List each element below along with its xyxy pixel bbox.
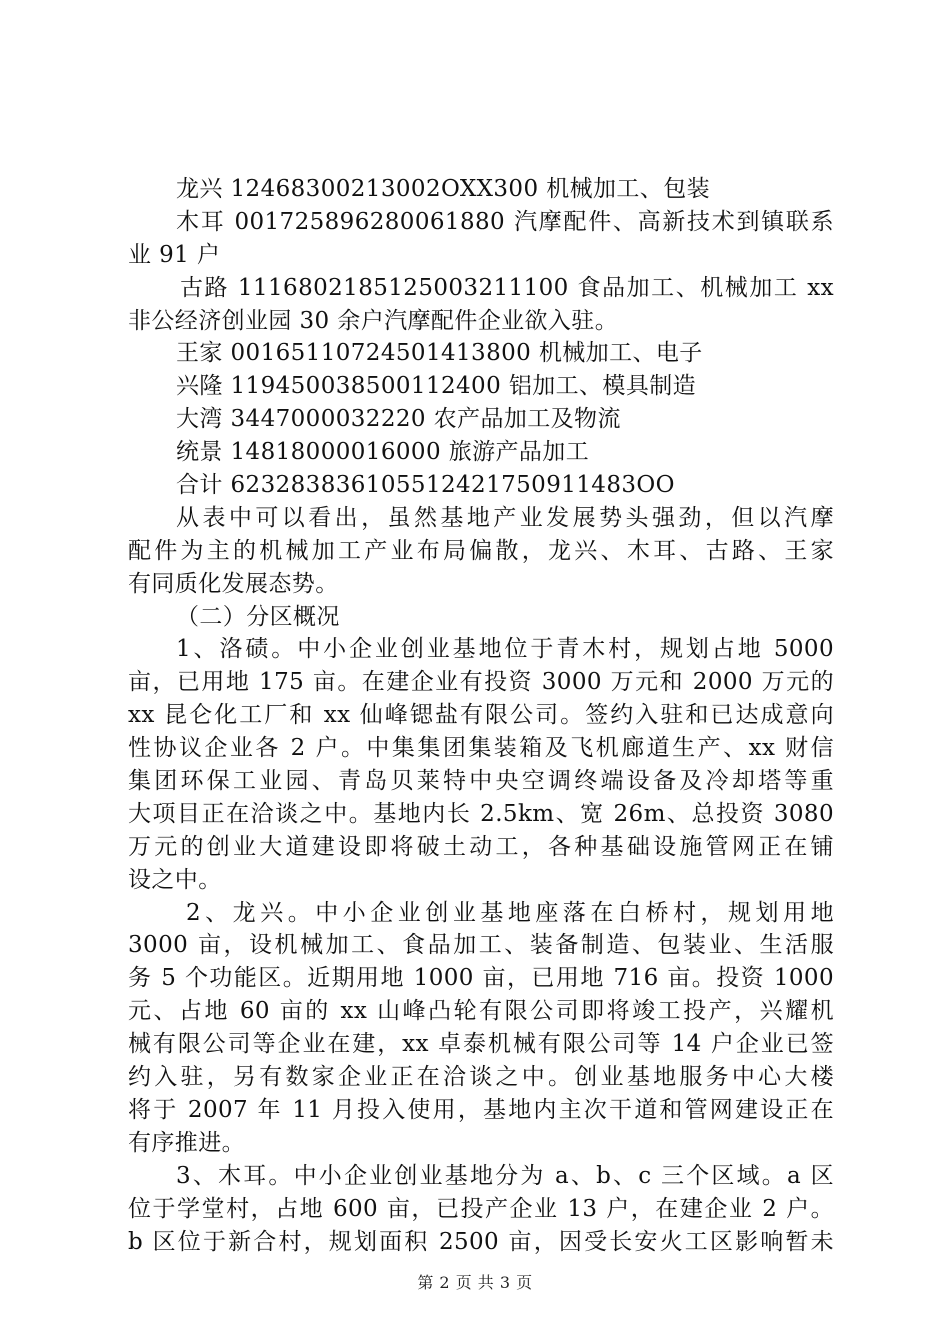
text-line: 兴隆 119450038500112400 铝加工、模具制造 — [176, 373, 697, 400]
text-line: 2、龙兴。中小企业创业基地座落在白桥村，规划用地 — [186, 899, 834, 926]
text-line: 集团环保工业园、青岛贝莱特中央空调终端设备及冷却塔等重 — [128, 768, 834, 795]
text-line: 设之中。 — [128, 866, 222, 893]
text-line: 亩，已用地 175 亩。在建企业有投资 3000 万元和 2000 万元的 — [128, 669, 834, 696]
text-line: 有序推进。 — [128, 1129, 245, 1156]
text-line: 木耳 001725896280061880 汽摩配件、高新技术到镇联系 — [176, 208, 834, 235]
text-line: 从表中可以看出，虽然基地产业发展势头强劲，但以汽摩 — [176, 504, 834, 531]
text-line: 3000 亩，设机械加工、食品加工、装备制造、包装业、生活服 — [128, 932, 834, 959]
text-line: 大湾 3447000032220 农产品加工及物流 — [176, 406, 621, 433]
text-line: 统景 14818000016000 旅游产品加工 — [176, 439, 590, 466]
text-line: xx 昆仑化工厂和 xx 仙峰锶盐有限公司。签约入驻和已达成意向 — [128, 702, 834, 729]
text-line: 配件为主的机械加工产业布局偏散，龙兴、木耳、古路、王家 — [128, 537, 834, 564]
text-line: 有同质化发展态势。 — [128, 570, 339, 597]
text-line: 合计 623283836105512421750911483OO — [176, 472, 675, 499]
text-line: 万元的创业大道建设即将破土动工，各种基础设施管网正在铺 — [128, 833, 834, 860]
text-line: 将于 2007 年 11 月投入使用，基地内主次干道和管网建设正在 — [128, 1096, 834, 1123]
text-line: 1、洛碛。中小企业创业基地位于青木村，规划占地 5000 — [176, 636, 834, 663]
text-line: 3、木耳。中小企业创业基地分为 a、b、c 三个区域。a 区 — [176, 1162, 834, 1189]
text-line: 元、占地 60 亩的 xx 山峰凸轮有限公司即将竣工投产，兴耀机 — [128, 998, 834, 1025]
text-line: 位于学堂村，占地 600 亩，已投产企业 13 户，在建企业 2 户。 — [128, 1195, 834, 1222]
text-line: 性协议企业各 2 户。中集集团集装箱及飞机廊道生产、xx 财信 — [128, 735, 834, 762]
text-line: 务 5 个功能区。近期用地 1000 亩，已用地 716 亩。投资 1000 — [128, 965, 834, 992]
text-line: 非公经济创业园 30 余户汽摩配件企业欲入驻。 — [128, 307, 619, 334]
page-footer: 第 2 页 共 3 页 — [417, 1273, 533, 1292]
text-line: 王家 00165110724501413800 机械加工、电子 — [176, 340, 703, 367]
text-line: 械有限公司等企业在建，xx 卓泰机械有限公司等 14 户企业已签 — [128, 1031, 834, 1058]
document-body — [128, 173, 834, 1258]
text-line: b 区位于新合村，规划面积 2500 亩，因受长安火工区影响暂未 — [128, 1228, 834, 1255]
text-line: 古路 1116802185125003211100 食品加工、机械加工 xx — [180, 274, 834, 301]
text-line: 约入驻，另有数家企业正在洽谈之中。创业基地服务中心大楼 — [128, 1064, 834, 1091]
text-line: 龙兴 12468300213002OXX300 机械加工、包装 — [176, 176, 710, 202]
text-line: 业 91 户 — [128, 241, 221, 268]
text-line: 大项目正在洽谈之中。基地内长 2.5km、宽 26m、总投资 3080 — [128, 800, 834, 827]
section-heading: （二）分区概况 — [176, 603, 340, 630]
